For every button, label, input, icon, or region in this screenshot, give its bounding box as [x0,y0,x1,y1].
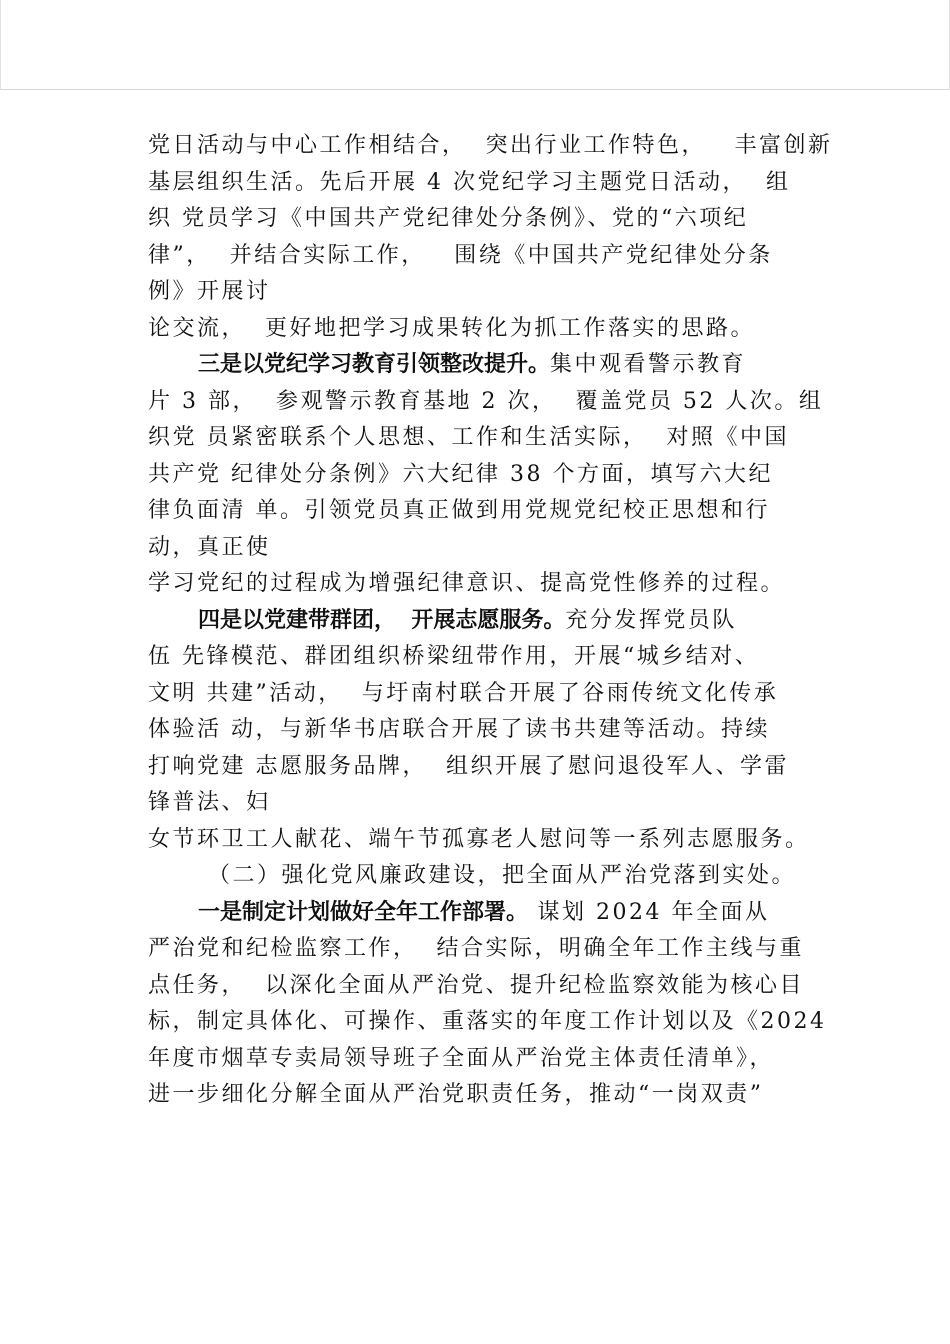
text-line [148,895,838,932]
paragraph-heading: 三是以党纪学习教育引领整改提升。 [198,352,551,377]
text-line: 例》开展讨 [148,279,271,304]
paragraph-heading: 一是制定计划做好全年工作部署。 [198,899,529,925]
text-line: 基层组织生活。先后开展 4 次党纪学习主题党日活动， 组 [148,169,791,195]
text-line [148,347,838,384]
text-line: 片 3 部， 参观警示教育基地 2 次， 覆盖党员 52 人次。组 [148,388,824,414]
text-line: 体验活 动，与新华书店联合开展了读书共建等活动。持续 [148,717,770,742]
paragraph-heading: 四是以党建带群团， 开展志愿服务。 [198,607,566,633]
text-line: 织 党员学习《中国共产党纪律处分条例》、党的“六项纪 [148,206,749,231]
text-line: 文明 共建”活动， 与圩南村联合开展了谷雨传统文化传承 [148,680,779,706]
text-line: 律负面清 单。引领党员真正做到用党规党纪校正思想和行 [148,498,770,523]
text-line: 党日活动与中心工作相结合， 突出行业工作特色， 丰富创新 [148,133,833,158]
text-run: 谋划 2024 年全面从 [528,899,770,925]
text-line: 女节环卫工人献花、端午节孤寡老人慰问等一系列志愿服务。 [148,826,810,852]
text-line: 学习党纪的过程成为增强纪律意识、提高党性修养的过程。 [148,571,786,596]
text-line: 打响党建 志愿服务品牌， 组织开展了慰问退役军人、学雷 [148,753,789,779]
page-top-margin [0,0,950,90]
text-run: 集中观看警示教育 [550,352,747,377]
text-line: 伍 先锋模范、群团组织桥梁纽带作用，开展“城乡结对、 [148,644,760,669]
text-line: 动，真正使 [148,534,271,560]
text-line: 标，制定具体化、可操作、重落实的年度工作计划以及《2024 [148,1009,827,1034]
text-line: 律”， 并结合实际工作， 围绕《中国共产党纪律处分条 [148,242,773,268]
section-subtitle: （二）强化党风廉政建设，把全面从严治党落到实处。 [208,863,797,888]
text-line: 共产党 纪律处分条例》六大纪律 38 个方面，填写六大纪 [148,461,773,487]
paragraph-party-day [148,128,838,347]
paragraph-annual-plan [148,895,838,1114]
text-line: 严治党和纪检监察工作， 结合实际，明确全年工作主线与重 [148,936,804,961]
document-body [148,128,838,1114]
paragraph-rectification [148,347,838,603]
text-line: 锋普法、妇 [148,790,271,815]
text-line: 点任务， 以深化全面从严治党、提升纪检监察效能为核心目 [148,972,804,998]
text-line: 年度市烟草专卖局领导班子全面从严治党主体责任清单》， [148,1045,775,1071]
text-line: 织党 员紧密联系个人思想、工作和生活实际， 对照《中国 [148,425,789,450]
text-run: 充分发挥党员队 [565,607,737,633]
text-line: 论交流， 更好地把学习成果转化为抓工作落实的思路。 [148,315,755,341]
text-line: 进一步细化分解全面从严治党职责任务，推动“一岗双责” [148,1082,764,1107]
text-line [148,603,838,640]
paragraph-volunteer-service [148,603,838,859]
